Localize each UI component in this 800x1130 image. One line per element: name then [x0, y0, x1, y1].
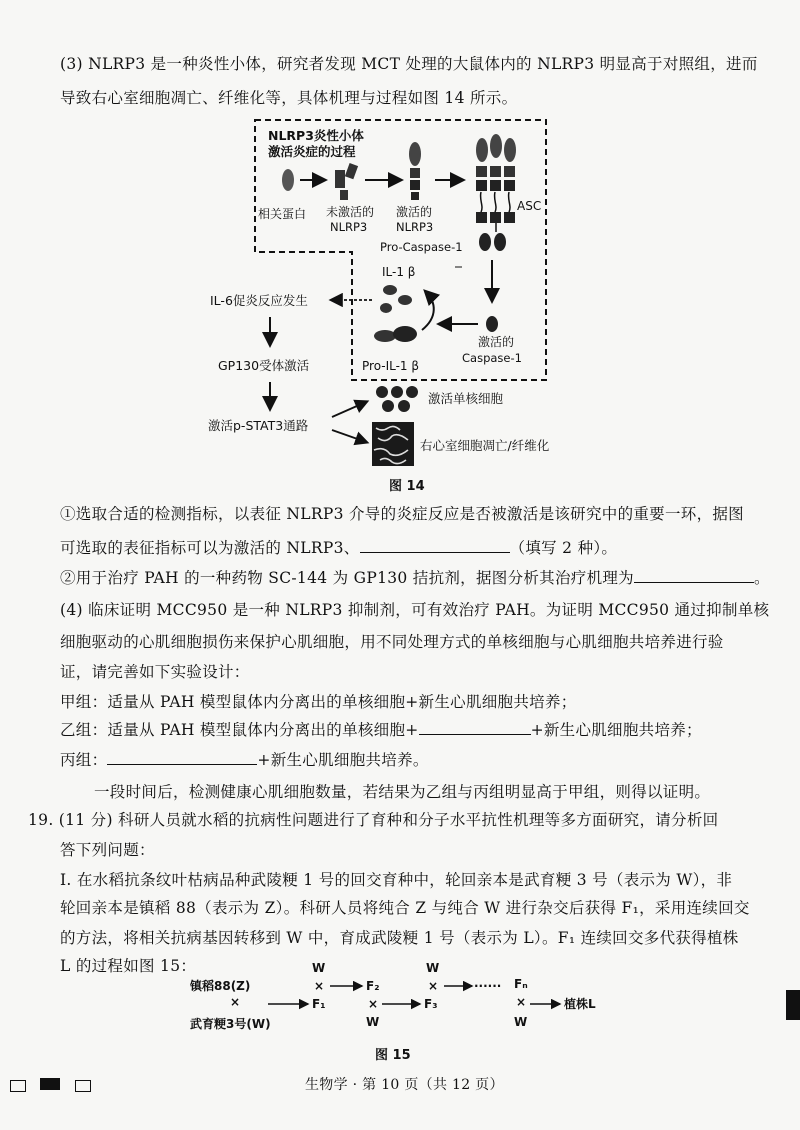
part4-text-line3: 证，请完善如下实验设计：	[60, 663, 250, 681]
w-top-1: W	[312, 961, 326, 975]
inactive-nlrp3-icon	[335, 163, 358, 200]
label-pro-caspase: Pro-Caspase-1	[380, 240, 463, 254]
q2-text-a: ②用于治疗 PAH 的一种药物 SC-144 为 GP130 拮抗剂，据图分析其治疗机理为	[60, 569, 634, 587]
group-b-text	[60, 718, 702, 740]
cross-1: ×	[230, 995, 241, 1009]
q19-p1-line4: L 的过程如图 15：	[60, 957, 197, 975]
scan-mark-3	[75, 1080, 91, 1092]
q1-text-b: （填写 2 种）。	[509, 539, 618, 557]
cross-2: ×	[314, 979, 325, 993]
label-related-protein: 相关蛋白	[258, 207, 307, 221]
label-monocyte: 激活单核细胞	[428, 391, 504, 406]
label-inactive-2: NLRP3	[330, 220, 368, 234]
answer-blank-q2[interactable]	[634, 568, 754, 583]
f1-label: F₁	[312, 997, 326, 1011]
q1-text-line2	[60, 536, 617, 558]
label-apoptosis: 右心室细胞凋亡/纤维化	[420, 438, 550, 453]
w-top-2: W	[426, 961, 440, 975]
answer-blank-group-c[interactable]	[107, 750, 257, 765]
monocyte-cells-icon	[376, 386, 418, 412]
cross-4: ×	[428, 979, 439, 993]
part3-text-line2: 导致右心室细胞凋亡、纤维化等，具体机理与过程如图 14 所示。	[60, 89, 518, 107]
cross-5: ×	[516, 995, 527, 1009]
q19-p1-line1: Ⅰ. 在水稻抗条纹叶枯病品种武陵粳 1 号的回交育种中，轮回亲本是武育粳 3 号（表示为 W），非	[60, 871, 733, 889]
inflammasome-complex-icon	[476, 134, 516, 251]
pro-il1b-icon	[374, 326, 417, 342]
w-bottom-2: W	[514, 1015, 528, 1029]
figure-14-caption: 图 14	[389, 479, 425, 494]
group-b-text-a: 乙组：适量从 PAH 模型鼠体内分离出的单核细胞+	[60, 721, 419, 739]
q19-head-line1: 19. (11 分) 科研人员就水稻的抗病性问题进行了育种和分子水平抗性机理等多方面研究，请分析回	[28, 811, 719, 829]
figure-14	[200, 112, 620, 467]
figure-15-caption: 图 15	[375, 1048, 411, 1063]
label-caspase-2: Caspase-1	[462, 351, 522, 365]
scan-mark-4	[786, 990, 800, 1020]
q19-p1-line2: 轮回亲本是镇稻 88（表示为 Z）。科研人员将纯合 Z 与纯合 W 进行杂交后获得 F₁，采用连续回交	[60, 899, 750, 917]
label-caspase-1: 激活的	[478, 335, 515, 349]
part4-text-line2: 细胞驱动的心肌细胞损伤来保护心肌细胞，用不同处理方式的单核细胞与心肌细胞共培养进行验	[60, 633, 724, 651]
answer-blank-group-b[interactable]	[419, 720, 531, 735]
q1-text-line1: ①选取合适的检测指标，以表征 NLRP3 介导的炎症反应是否被激活是该研究中的重要一环，据图	[60, 505, 744, 523]
answer-blank-q1[interactable]	[360, 538, 510, 553]
label-pro-il1b: Pro-IL-1 β	[362, 359, 420, 373]
part3-text-line1: (3) NLRP3 是一种炎性小体，研究者发现 MCT 处理的大鼠体内的 NLRP3 明显高于对照组，进而	[60, 55, 758, 73]
label-active-1: 激活的	[396, 205, 433, 219]
figure-15	[190, 958, 630, 1036]
label-inactive-1: 未激活的	[326, 205, 375, 219]
conclusion-text: 一段时间后，检测健康心肌细胞数量，若结果为乙组与丙组明显高于甲组，则得以证明。	[94, 783, 711, 801]
active-nlrp3-icon	[409, 142, 421, 200]
q19-p1-line3: 的方法，将相关抗病基因转移到 W 中，育成武陵粳 1 号（表示为 L）。F₁ 连续回交多代获得植株	[60, 929, 739, 947]
q2-text	[60, 566, 770, 588]
dots: ······	[474, 979, 502, 993]
caspase-1-icon	[486, 316, 498, 332]
parent-z: 镇稻88(Z)	[190, 979, 251, 993]
group-a-text: 甲组：适量从 PAH 模型鼠体内分离出的单核细胞+新生心肌细胞共培养；	[60, 693, 577, 711]
box-title-1: NLRP3炎性小体	[268, 128, 364, 143]
part4-text-line1: (4) 临床证明 MCC950 是一种 NLRP3 抑制剂，可有效治疗 PAH。为证明 MCC950 通过抑制单核	[60, 601, 770, 619]
group-c-text-a: 丙组：	[60, 751, 108, 769]
label-active-2: NLRP3	[396, 220, 434, 234]
scan-mark-1	[10, 1080, 26, 1092]
group-b-text-b: +新生心肌细胞共培养；	[530, 721, 702, 739]
q2-text-b: 。	[753, 569, 770, 587]
fn-label: Fₙ	[514, 977, 528, 991]
q1-text-a: 可选取的表征指标可以为激活的 NLRP3、	[60, 539, 360, 557]
label-il6: IL-6促炎反应发生	[210, 293, 308, 308]
label-stat3: 激活p-STAT3通路	[208, 418, 309, 433]
box-title-2: 激活炎症的过程	[268, 144, 356, 159]
il1b-icon	[380, 285, 412, 313]
group-c-text-b: +新生心肌细胞共培养。	[257, 751, 429, 769]
fibrosis-tissue-icon	[372, 422, 414, 466]
scan-mark-2	[40, 1078, 60, 1090]
plant-l: 植株L	[564, 997, 596, 1011]
label-il1b: IL-1 β	[382, 265, 416, 279]
related-protein-icon	[282, 169, 294, 191]
q19-head-line2: 答下列问题：	[60, 841, 155, 859]
group-c-text	[60, 748, 429, 770]
f2-label: F₂	[366, 979, 380, 993]
page-footer: 生物学 · 第 10 页（共 12 页）	[305, 1077, 504, 1093]
w-bottom-1: W	[366, 1015, 380, 1029]
label-gp130: GP130受体激活	[218, 358, 310, 373]
label-asc: ASC	[517, 199, 542, 213]
cross-3: ×	[368, 997, 379, 1011]
f3-label: F₃	[424, 997, 438, 1011]
parent-w: 武育粳3号(W)	[190, 1017, 271, 1031]
